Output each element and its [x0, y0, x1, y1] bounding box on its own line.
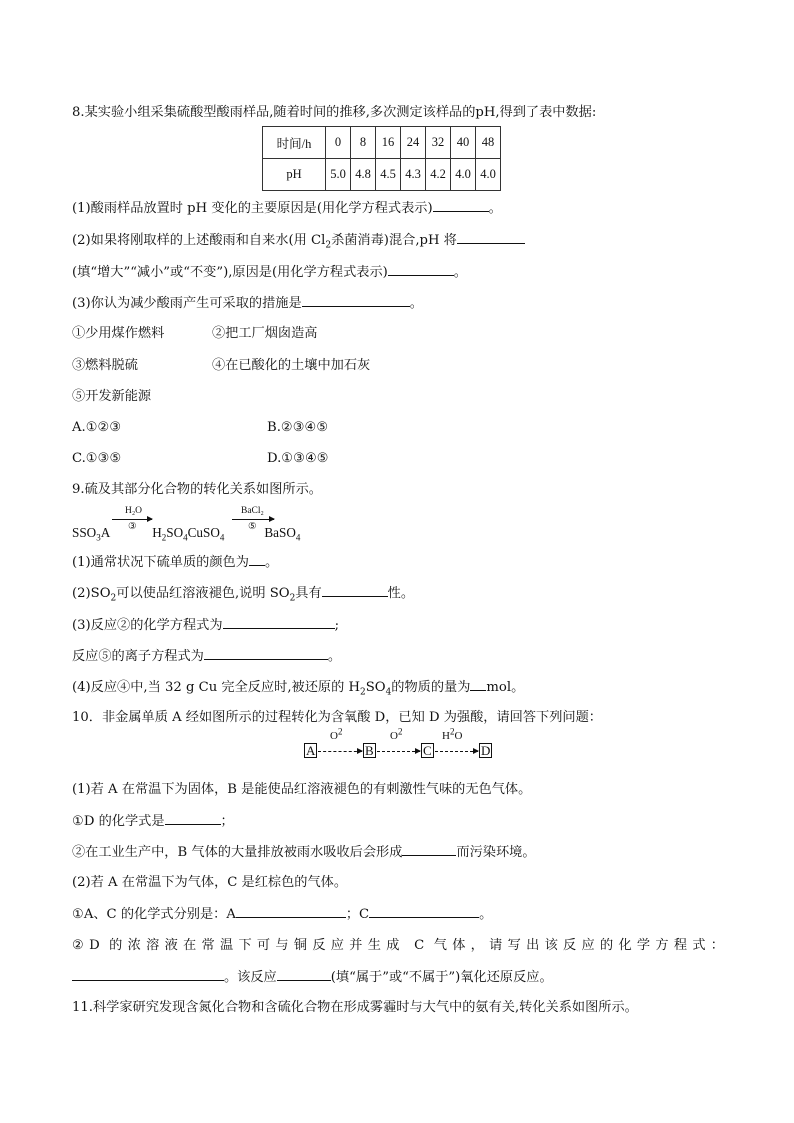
answer-blank[interactable] — [470, 678, 486, 691]
q9-intro: 9.硫及其部分化合物的转化关系如图所示。 — [72, 482, 322, 497]
table-header-ph: pH — [263, 159, 326, 191]
q9-part4: (4)反应④中,当 32 g Cu 完全反应时,被还原的 $H_2SO_4$的物质的量为 mol。 — [72, 680, 525, 698]
table-row — [263, 159, 501, 191]
choice-d[interactable]: D.①③④⑤ — [267, 451, 329, 466]
exam-page: 8.某实验小组采集硫酸型酸雨样品,随着时间的推移,多次测定该样品的pH,得到了表中数据: 时间/h 0 8 16 24 32 40 48 pH 5.0 4.8 4.5 4.3 4.2 4.0 4.0 (1)酸雨样品放置时 pH 变化的主要原因是(用化学方程式表示) 。 (2)如果将刚取样的上述酸雨和自来水(用 $Cl_2$杀菌消毒)混合,pH 将 (填“增大”“减小”或“不变”),原因是(用化学方程式表示) 。 (3)你认为减少酸雨产生可采取的措施是 。 ①少用煤作燃料 ②把工厂烟囱造高 ③燃料脱硫 ④在已酸化的土壤中加石灰 ⑤开发新能源 A.①②③ B.②③④⑤ C.①③⑤ D.①③④⑤ 9.硫及其部分化合物的转化关系如图所示。 H₂O ③ BaCl₂ ⑤ $SSO_3A$ $H_2SO_4CuSO_4$ BaSO$_4$ (1)通常状况下硫单质的颜色为 。 $(2)SO_2$可以使品红溶液褪色,说明 $SO_2$具有 性。 (3)反应②的化学方程式为 ; 反应⑤的离子方程式为 。 (4)反应④中,当 32 g Cu 完全反应时,被还原的 $H_2SO_4$的物质的量为 mol。 10．非金属单质 A 经如图所示的过程转化为含氧酸 D，已知 D 为强酸，请回答下列问题： $O^2$ $O^2$ $H^2O$ A B C D (1)若 A 在常温下为固体，B 是能使品红溶液褪色的有刺激性气味的无色气体。 ①D 的化学式是 ； ②在工业生产中，B 气体的大量排放被雨水吸收后会形成 而污染环境。 (2)若 A 在常温下为气体，C 是红棕色的气体。 ①A、C 的化学式分别是：A ；C 。 ②D 的浓溶液在常温下可与铜反应并生成 C 气体，请写出该反应的化学方程式： 。该反应 (填“属于”或“不属于”)氧化还原反应。 11.科学家研究发现含氮化合物和含硫化合物在形成雾霾时与大气中的氨有关,转化关系如图所示。 — [72, 105, 724, 1015]
q10-part2: (2)若 A 在常温下为气体，C 是红棕色的气体。 — [72, 875, 348, 890]
chain-box-c: C — [423, 743, 432, 758]
q10-part1a: ①D 的化学式是 ； — [72, 814, 234, 829]
table-cell: 40 — [451, 127, 476, 159]
table-header-time: 时间/h — [263, 127, 326, 159]
table-row — [263, 127, 501, 159]
choice-c[interactable]: C.①③⑤ — [72, 451, 122, 466]
answer-blank[interactable] — [72, 968, 224, 981]
reaction-arrow — [232, 519, 274, 520]
table-cell: 4.2 — [426, 159, 451, 191]
answer-blank[interactable] — [433, 199, 489, 212]
answer-blank[interactable] — [236, 905, 346, 918]
reaction-arrow — [318, 751, 362, 752]
chain-box-a: A — [306, 743, 316, 758]
q10-part2b: ②D 的浓溶液在常温下可与铜反应并生成 C 气体，请写出该反应的化学方程式： — [72, 938, 724, 953]
q10-part1: (1)若 A 在常温下为固体，B 是能使品红溶液褪色的有刺激性气味的无色气体。 — [72, 782, 532, 797]
table-cell: 8 — [351, 127, 376, 159]
answer-blank[interactable] — [369, 905, 479, 918]
q10-part2a: ①A、C 的化学式分别是：A ；C 。 — [72, 907, 493, 922]
q8-part1: (1)酸雨样品放置时 pH 变化的主要原因是(用化学方程式表示) 。 — [72, 201, 502, 216]
table-cell: 24 — [401, 127, 426, 159]
table-cell: 4.8 — [351, 159, 376, 191]
table-cell: 4.0 — [451, 159, 476, 191]
q9-part2: $(2)SO_2$可以使品红溶液褪色,说明 $SO_2$具有 性。 — [72, 586, 415, 604]
answer-blank[interactable] — [249, 553, 265, 566]
table-cell: 4.3 — [401, 159, 426, 191]
q8-part2a: (2)如果将刚取样的上述酸雨和自来水(用 $Cl_2$杀菌消毒)混合,pH 将 — [72, 231, 724, 250]
choice-b[interactable]: B.②③④⑤ — [267, 420, 329, 435]
q8-part2b: (填“增大”“减小”或“不变”),原因是(用化学方程式表示) 。 — [72, 265, 467, 280]
choice-a[interactable]: A.①②③ — [72, 420, 122, 435]
table-cell: 48 — [476, 127, 501, 159]
answer-blank[interactable] — [457, 231, 525, 244]
answer-blank[interactable] — [402, 843, 456, 856]
reaction-arrow — [435, 751, 478, 752]
q9-part1: (1)通常状况下硫单质的颜色为 。 — [72, 555, 279, 570]
answer-blank[interactable] — [388, 263, 454, 276]
answer-blank[interactable] — [277, 968, 331, 981]
q8-part3: (3)你认为减少酸雨产生可采取的措施是 。 — [72, 296, 423, 311]
q10-part1b: ②在工业生产中，B 气体的大量排放被雨水吸收后会形成 而污染环境。 — [72, 845, 536, 860]
table-cell: 16 — [376, 127, 401, 159]
answer-blank[interactable] — [322, 584, 388, 597]
reaction-arrow — [377, 751, 420, 752]
answer-blank[interactable] — [302, 294, 410, 307]
table-cell: 32 — [426, 127, 451, 159]
reaction-arrow — [112, 519, 152, 520]
q9-part3b: 反应⑤的离子方程式为 。 — [72, 649, 342, 664]
chain-box-b: B — [365, 743, 374, 758]
q8-intro: 8.某实验小组采集硫酸型酸雨样品,随着时间的推移,多次测定该样品的pH,得到了表中数据: — [72, 105, 597, 120]
answer-blank[interactable] — [223, 616, 335, 629]
ph-table — [262, 126, 501, 191]
q9-part3: (3)反应②的化学方程式为 ; — [72, 618, 340, 633]
table-cell: 4.0 — [476, 159, 501, 191]
scheme-formulas: $SSO_3A$ $H_2SO_4CuSO_4$ BaSO$_4$ — [72, 525, 301, 543]
table-cell: 0 — [326, 127, 351, 159]
chain-box-d: D — [481, 743, 491, 758]
q11-intro: 11.科学家研究发现含氮化合物和含硫化合物在形成雾霾时与大气中的氨有关,转化关系如图所示。 — [72, 1000, 638, 1015]
answer-blank[interactable] — [165, 812, 221, 825]
table-cell: 4.5 — [376, 159, 401, 191]
table-cell: 5.0 — [326, 159, 351, 191]
answer-blank[interactable] — [204, 647, 328, 660]
q10-intro: 10．非金属单质 A 经如图所示的过程转化为含氧酸 D，已知 D 为强酸，请回答下列问题： — [72, 710, 602, 725]
q10-part2c: 。该反应 (填“属于”或“不属于”)氧化还原反应。 — [72, 968, 724, 987]
